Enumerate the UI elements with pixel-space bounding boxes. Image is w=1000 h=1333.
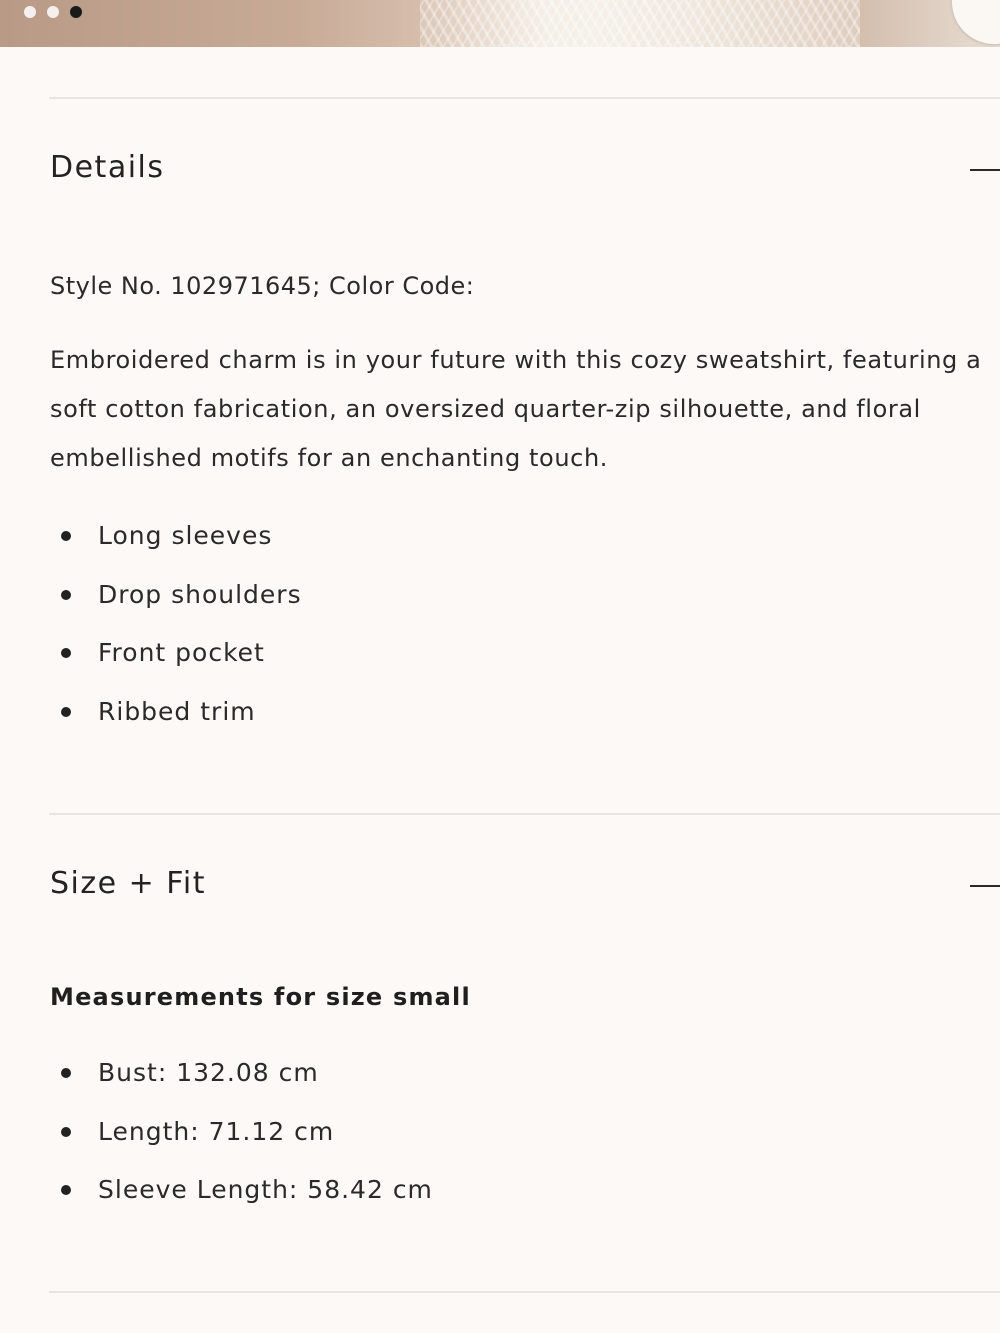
bullet-icon	[61, 707, 71, 717]
section-divider	[49, 97, 1000, 99]
size-fit-collapse-minus-icon[interactable]	[970, 885, 1000, 887]
carousel-pagination	[24, 6, 82, 18]
measurement-text: Length: 71.12 cm	[98, 1117, 335, 1146]
carousel-dot-2[interactable]	[47, 6, 59, 18]
feature-text: Front pocket	[98, 638, 265, 667]
bullet-icon	[61, 590, 71, 600]
feature-text: Drop shoulders	[98, 580, 302, 609]
section-divider	[49, 1291, 1000, 1293]
bullet-icon	[61, 531, 71, 541]
product-description: Embroidered charm is in your future with this cozy sweatshirt, featuring a soft cotton fabrication, an oversized quarter-zip silhouette, and floral embellished motifs for an enchanting touch.	[50, 346, 982, 472]
bullet-icon	[61, 648, 71, 658]
product-image-carousel[interactable]	[0, 0, 1000, 47]
carousel-dot-1[interactable]	[24, 6, 36, 18]
measurement-text: Sleeve Length: 58.42 cm	[98, 1175, 433, 1204]
image-zoom-button[interactable]	[952, 0, 1000, 44]
bullet-icon	[61, 1185, 71, 1195]
feature-text: Long sleeves	[98, 521, 273, 550]
feature-text: Ribbed trim	[98, 697, 256, 726]
carousel-dot-3[interactable]	[70, 6, 82, 18]
product-image-lace-detail	[420, 0, 860, 47]
details-collapse-minus-icon[interactable]	[970, 169, 1000, 171]
bullet-icon	[61, 1068, 71, 1078]
style-number: Style No. 102971645; Color Code:	[50, 272, 475, 300]
measurement-text: Bust: 132.08 cm	[98, 1058, 319, 1087]
measurements-heading: Measurements for size small	[50, 983, 471, 1011]
bullet-icon	[61, 1127, 71, 1137]
size-fit-section-title[interactable]: Size + Fit	[50, 866, 206, 901]
section-divider	[49, 813, 1000, 815]
details-section-title[interactable]: Details	[50, 150, 165, 185]
